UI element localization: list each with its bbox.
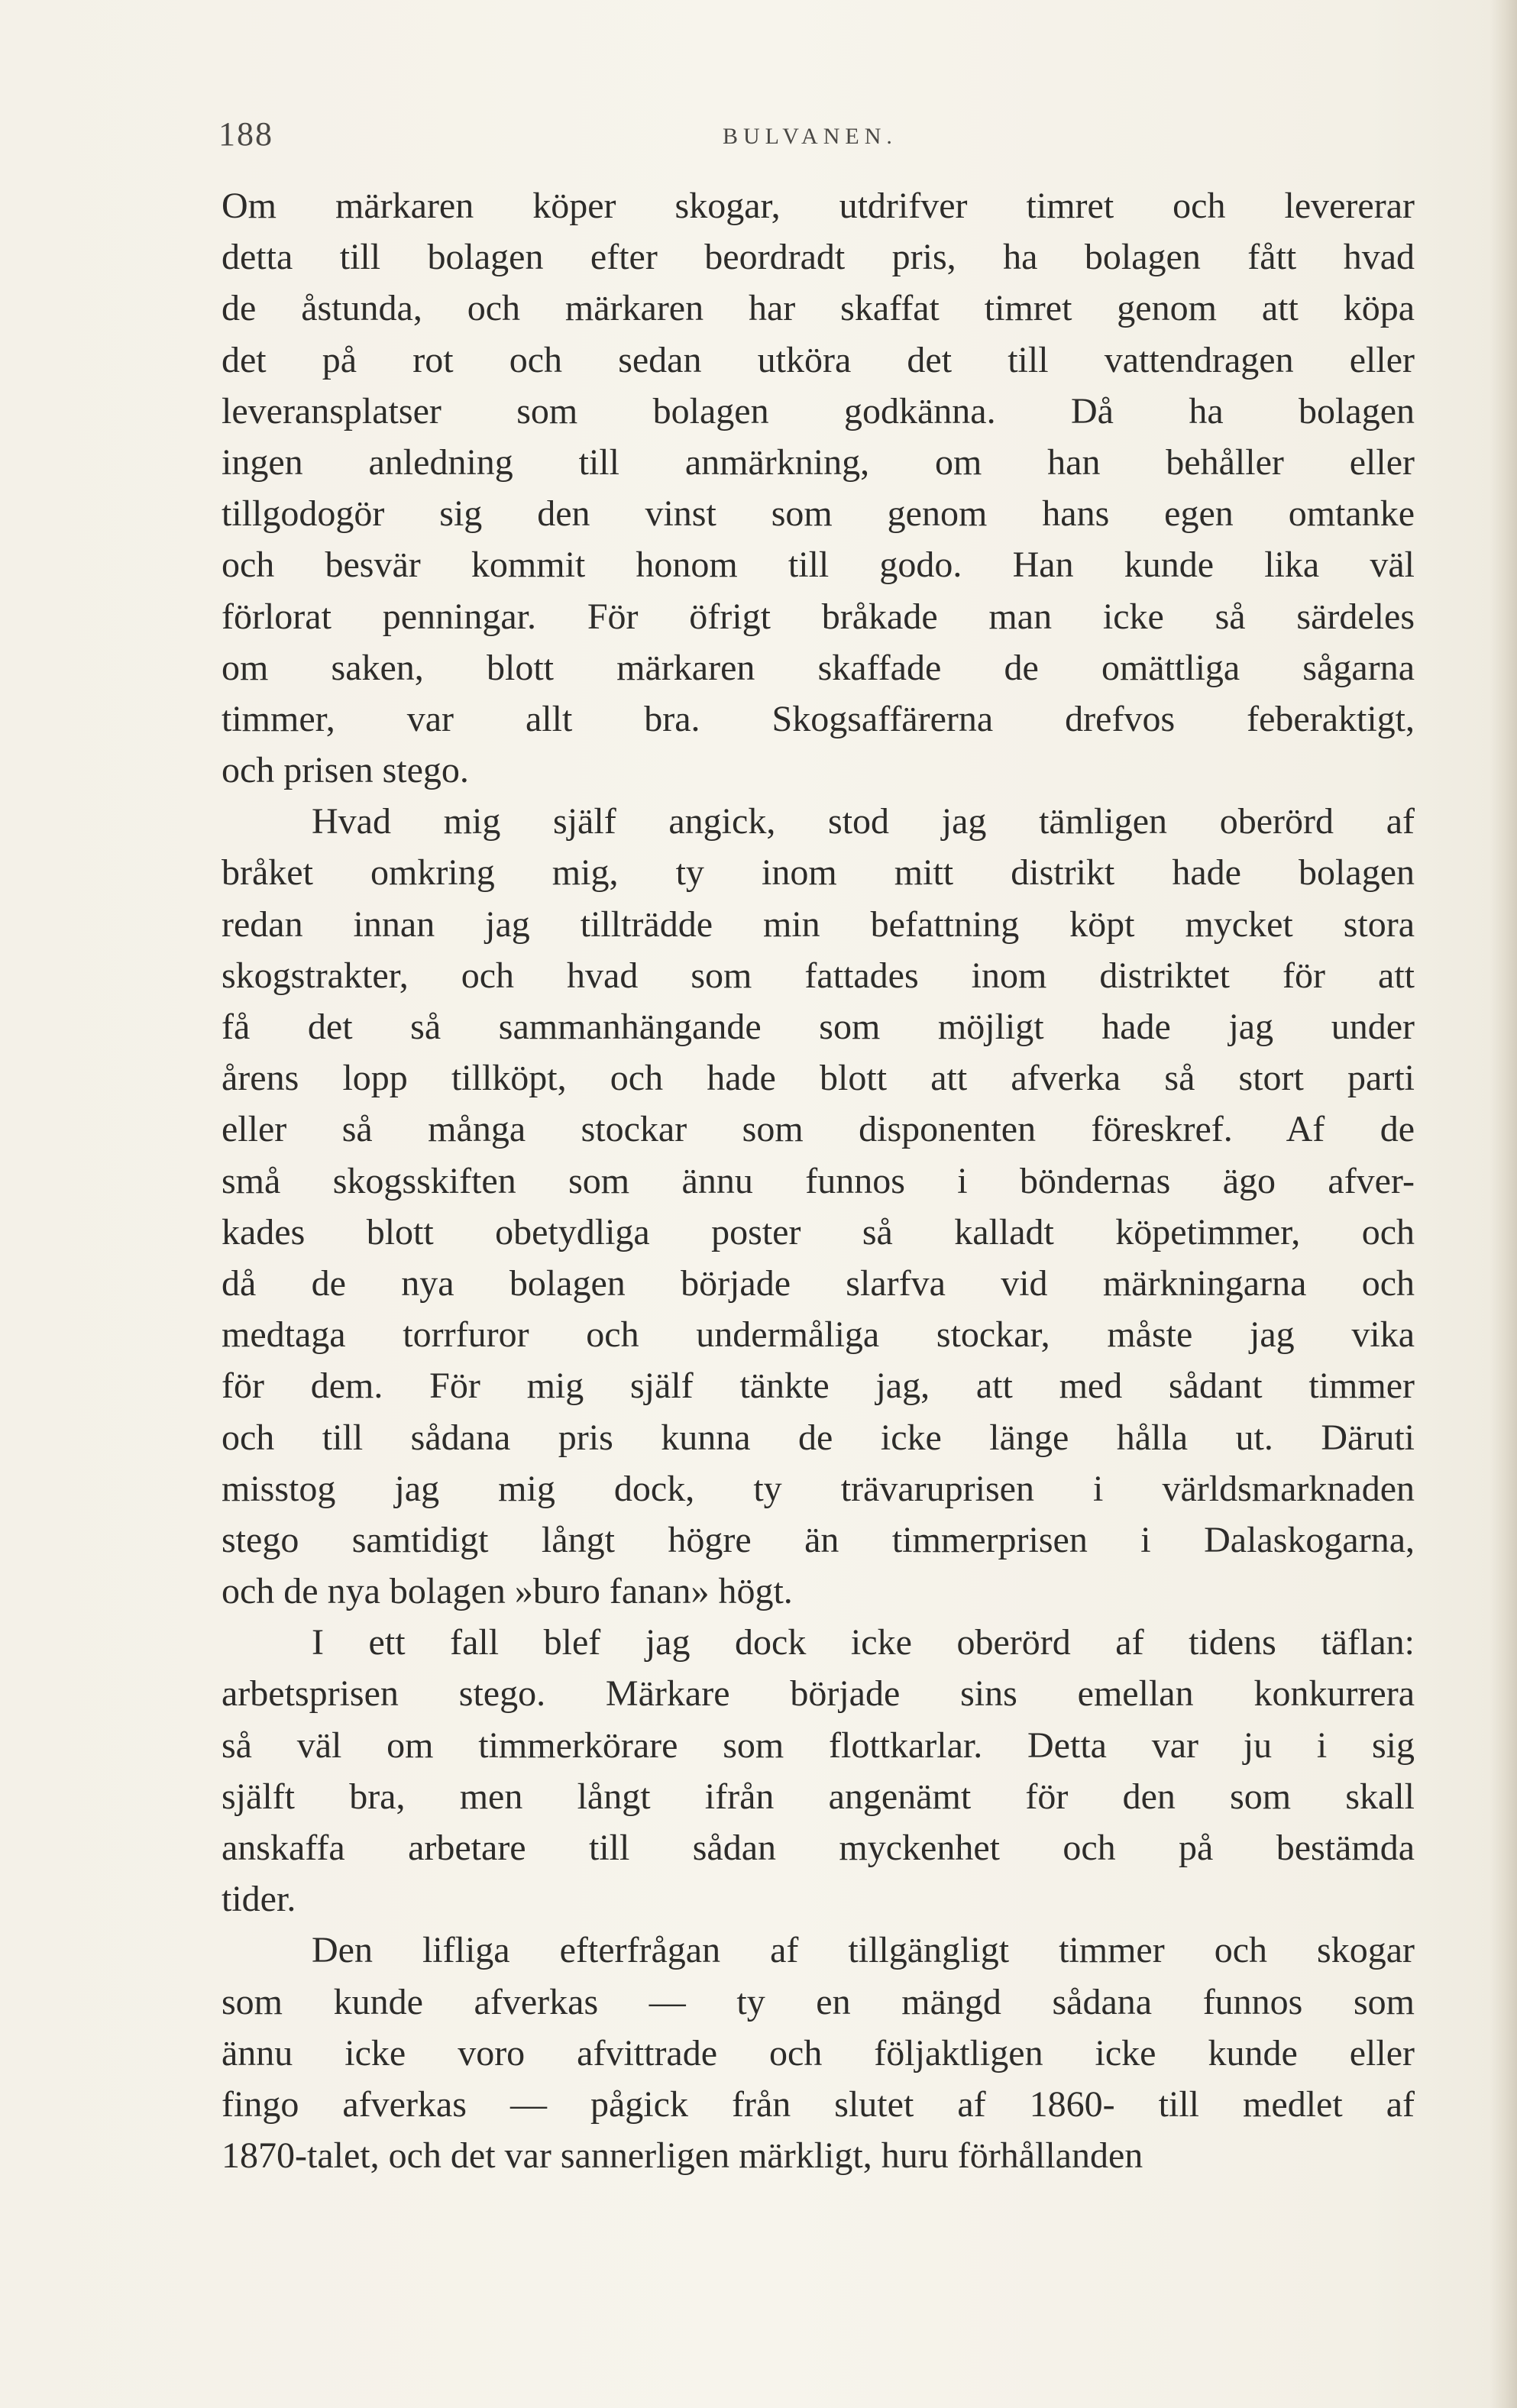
text-line: leveransplatser som bolagen godkänna. Då ha bolagen (222, 390, 1415, 432)
text-line: och de nya bolagen »buro fanan» högt. (222, 1571, 793, 1612)
text-line: tillgodogör sig den vinst som genom hans egen omtanke (222, 493, 1415, 535)
text-line: fingo afverkas — pågick från slutet af 1860- till medlet af (222, 2083, 1415, 2125)
text-line: och till sådana pris kunna de icke länge hålla ut. Däruti (222, 1417, 1415, 1458)
text-line: tider. (222, 1879, 296, 1920)
text-line: årens lopp tillköpt, och hade blott att afverka så stort parti (222, 1058, 1415, 1099)
text-line: detta till bolagen efter beordradt pris, ha bolagen fått hvad (222, 237, 1415, 278)
text-line: och prisen stego. (222, 750, 469, 791)
text-line: arbetsprisen stego. Märkare började sins emellan konkurrera (222, 1673, 1415, 1715)
text-line: timmer, var allt bra. Skogsaffärerna drefvos feberaktigt, (222, 698, 1415, 739)
text-line: medtaga torrfuror och undermåliga stockar, måste jag vika (222, 1314, 1415, 1356)
text-line: eller så många stockar som disponenten föreskref. Af de (222, 1109, 1415, 1150)
text-line: redan innan jag tillträdde min befattning köpt mycket stora (222, 903, 1415, 945)
text-line: få det så sammanhängande som möjligt hade jag under (222, 1007, 1415, 1047)
text-line: kades blott obetydliga poster så kalladt köpetimmer, och (222, 1211, 1415, 1252)
running-head: BULVANEN. (723, 124, 898, 149)
text-line: anskaffa arbetare till sådan myckenhet och på bestämda (222, 1828, 1415, 1868)
text-line: skogstrakter, och hvad som fattades inom distriktet för att (222, 955, 1415, 996)
text-line: bråket omkring mig, ty inom mitt distrikt hade bolagen (222, 852, 1415, 894)
text-line: som kunde afverkas — ty en mängd sådana funnos som (222, 1981, 1415, 2022)
body-text (222, 180, 1415, 2181)
page-header (218, 115, 1414, 160)
text-line: I ett fall blef jag dock icke oberörd af tidens täflan: (312, 1622, 1415, 1663)
page-edge-shadow (1490, 0, 1517, 2408)
text-line: ännu icke voro afvittrade och följaktligen icke kunde eller (222, 2032, 1415, 2073)
text-line: det på rot och sedan utköra det till vattendragen eller (222, 339, 1415, 380)
page-number: 188 (218, 115, 273, 153)
text-line: de åstunda, och märkaren har skaffat timret genom att köpa (222, 288, 1415, 329)
text-line: för dem. För mig själf tänkte jag, att med sådant timmer (222, 1366, 1415, 1407)
text-line: Hvad mig själf angick, stod jag tämligen oberörd af (312, 801, 1415, 842)
text-line: om saken, blott märkaren skaffade de omättliga sågarna (222, 647, 1415, 688)
text-line: misstog jag mig dock, ty trävaruprisen i världsmarknaden (222, 1468, 1415, 1509)
text-line: små skogsskiften som ännu funnos i böndernas ägo afver- (222, 1160, 1415, 1201)
text-line: och besvär kommit honom till godo. Han kunde lika väl (222, 545, 1415, 586)
text-line: Den lifliga efterfrågan af tillgängligt timmer och skogar (312, 1930, 1415, 1971)
text-line: så väl om timmerkörare som flottkarlar. Detta var ju i sig (222, 1724, 1415, 1766)
text-line: då de nya bolagen började slarfva vid märkningarna och (222, 1262, 1415, 1304)
text-line: stego samtidigt långt högre än timmerprisen i Dalaskogarna, (222, 1519, 1415, 1560)
text-line: ingen anledning till anmärkning, om han behåller eller (222, 441, 1415, 483)
text-line: förlorat penningar. För öfrigt bråkade man icke så särdeles (222, 596, 1415, 637)
text-line: Om märkaren köper skogar, utdrifver timret och levererar (222, 186, 1415, 226)
text-line: 1870-talet, och det var sannerligen märkligt, huru förhållanden (222, 2135, 1143, 2177)
text-line: själft bra, men långt ifrån angenämt för den som skall (222, 1776, 1415, 1817)
